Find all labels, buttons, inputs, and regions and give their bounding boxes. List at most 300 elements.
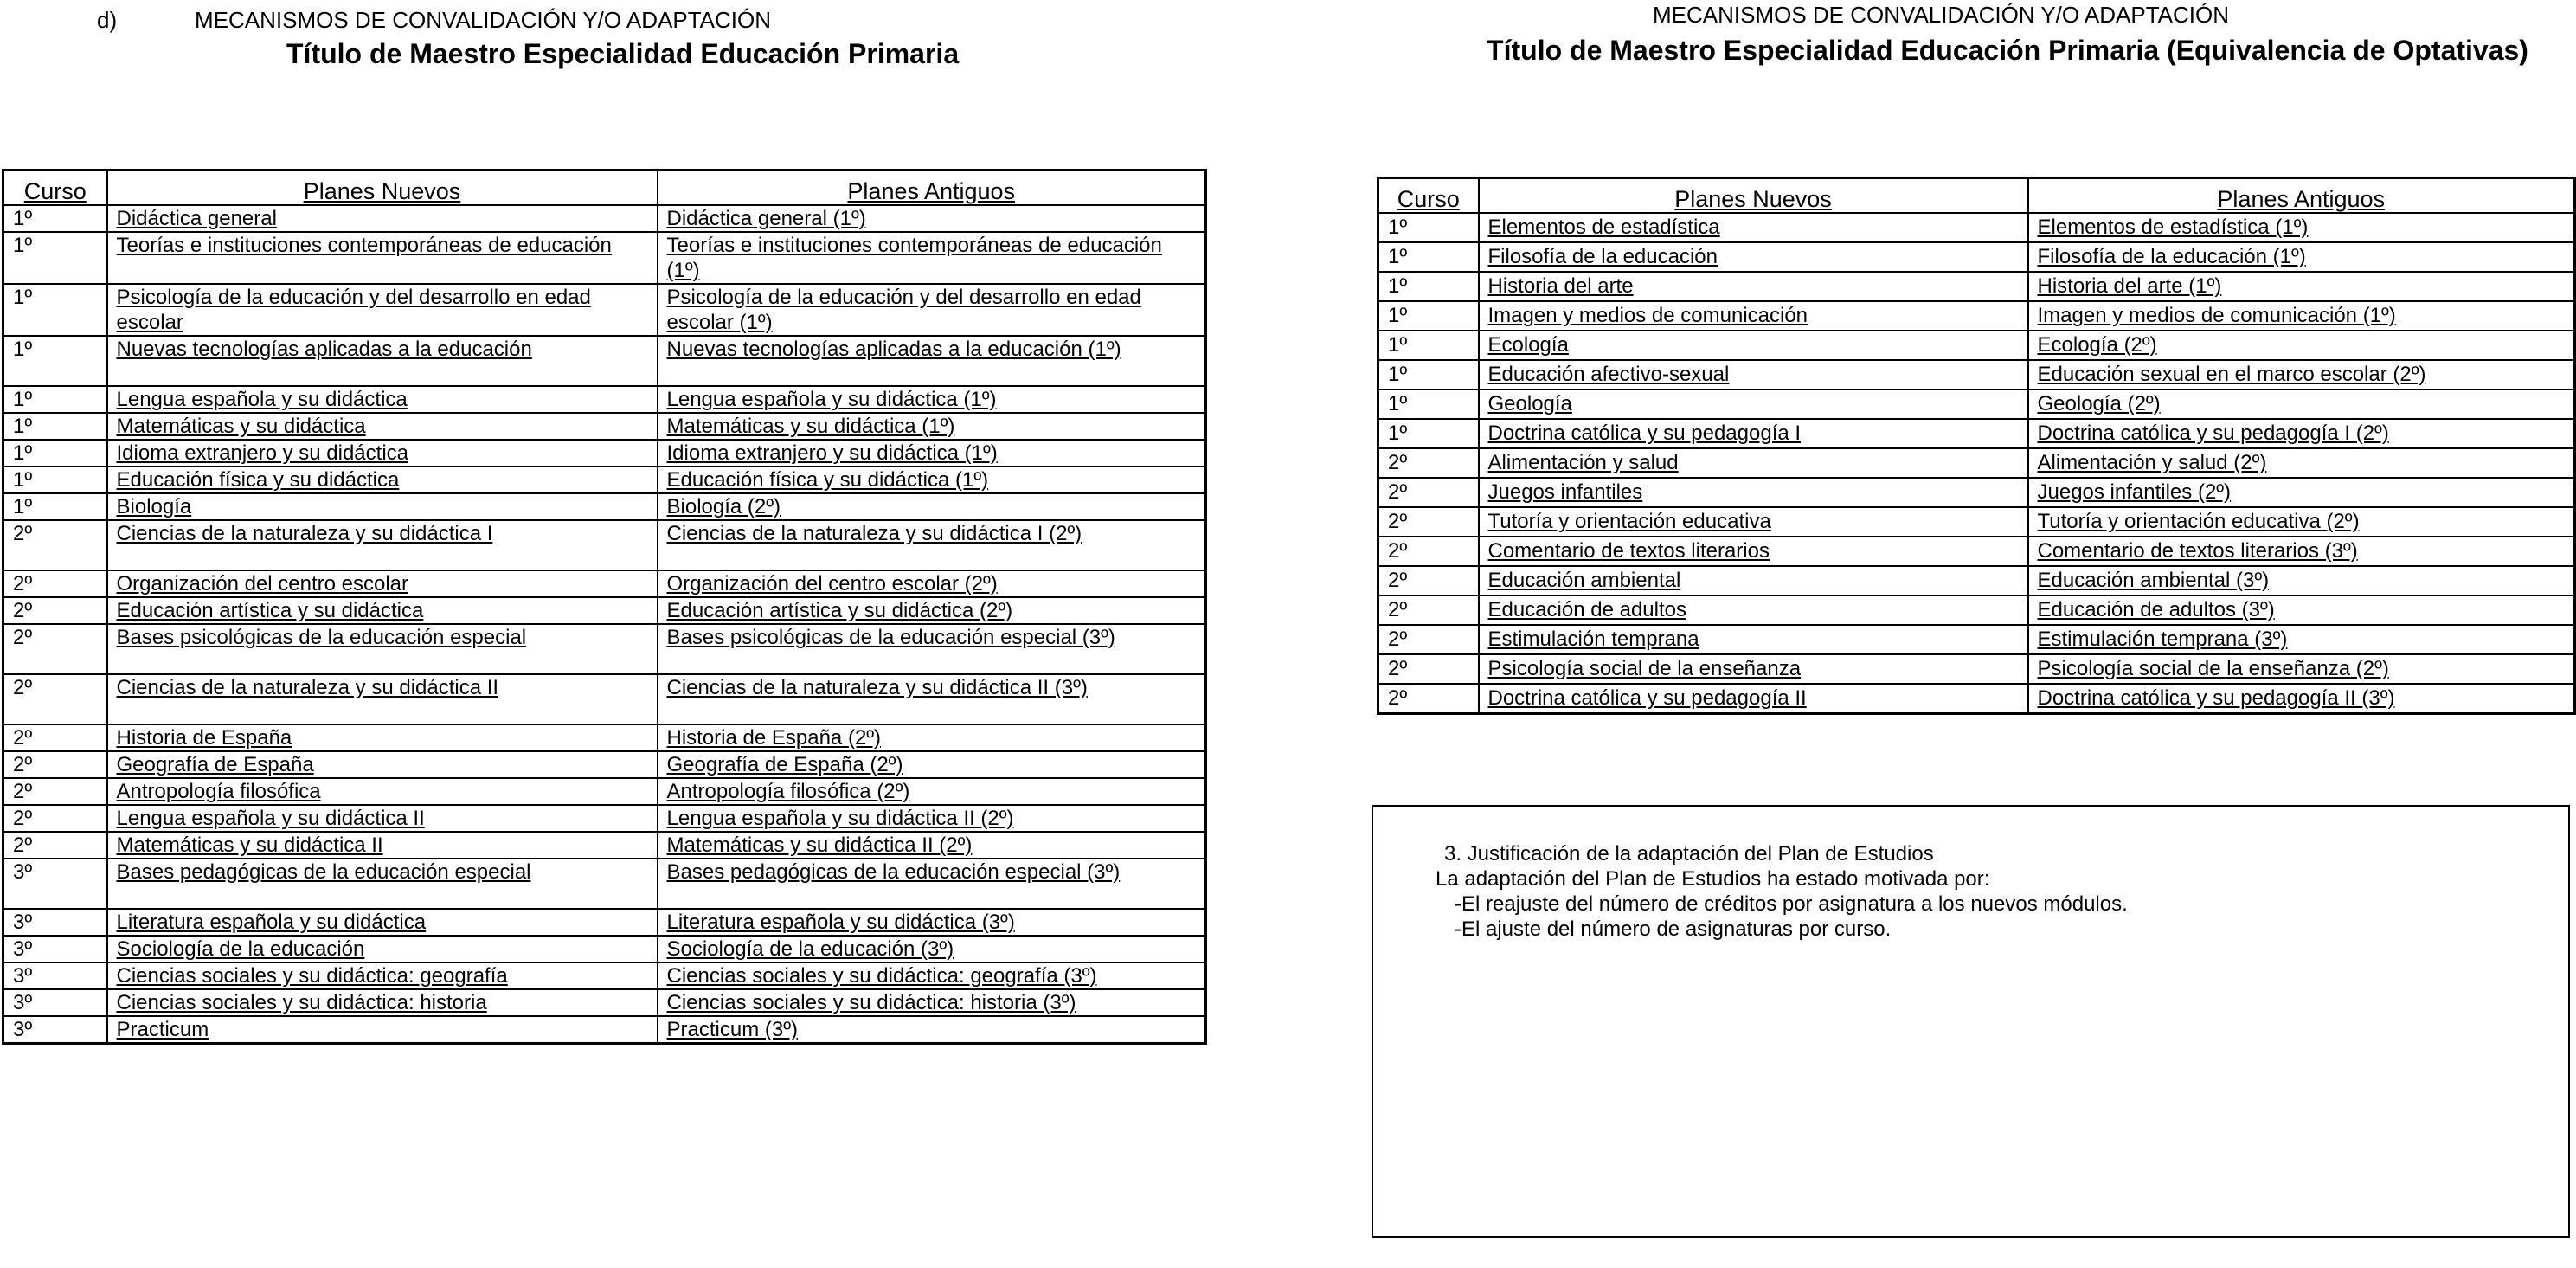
curso-cell [3, 413, 107, 440]
planes-antiguos-cell [2028, 684, 2575, 714]
table-row [3, 674, 1206, 724]
planes-nuevos-cell-text: Estimulación temprana [1487, 628, 1699, 651]
planes-antiguos-cell [658, 936, 1206, 962]
planes-antiguos-cell [658, 467, 1206, 493]
table-row [3, 832, 1206, 859]
curso-cell [3, 962, 107, 989]
table-row [3, 386, 1206, 413]
planes-antiguos-cell [2028, 507, 2575, 537]
planes-antiguos-cell [658, 440, 1206, 467]
curso-cell [3, 597, 107, 624]
curso-cell-text: 2º [13, 676, 33, 699]
planes-antiguos-cell [2028, 389, 2575, 419]
planes-antiguos-cell-text: Antropología filosófica (2º) [666, 780, 910, 803]
planes-nuevos-cell [107, 386, 658, 413]
curso-cell-text: 2º [13, 807, 33, 830]
planes-antiguos-cell-text: Lengua española y su didáctica II (2º) [666, 807, 1014, 830]
planes-nuevos-cell [1479, 684, 2028, 714]
curso-cell [3, 1016, 107, 1044]
planes-antiguos-cell-text: Geografía de España (2º) [666, 753, 903, 776]
planes-antiguos-cell [658, 205, 1206, 232]
curso-cell-text: 1º [13, 388, 33, 411]
planes-nuevos-cell-text: Educación artística y su didáctica [116, 599, 424, 622]
planes-nuevos-cell [107, 232, 658, 284]
right-title: Título de Maestro Especialidad Educación Primaria (Equivalencia de Optativas) [1487, 35, 2528, 66]
planes-nuevos-cell-text: Matemáticas y su didáctica II [116, 834, 383, 857]
table-row [3, 284, 1206, 336]
planes-nuevos-cell-text: Geología [1487, 392, 1572, 415]
curso-cell [3, 909, 107, 936]
table-header-row [3, 171, 1206, 206]
curso-cell-text: 1º [1388, 363, 1408, 386]
planes-nuevos-cell [1479, 448, 2028, 478]
planes-antiguos-cell-text: Ciencias sociales y su didáctica: geografía (3º) [666, 964, 1097, 988]
curso-cell-text: 3º [13, 911, 33, 934]
curso-cell-text: 1º [13, 234, 33, 257]
planes-antiguos-cell [658, 520, 1206, 570]
curso-cell-text: 2º [13, 753, 33, 776]
planes-nuevos-cell [1479, 301, 2028, 331]
planes-antiguos-cell-text: Juegos infantiles (2º) [2037, 480, 2232, 504]
left-equivalence-table [2, 169, 1207, 1045]
planes-nuevos-cell-text: Literatura española y su didáctica [116, 911, 427, 934]
table-row [1378, 537, 2575, 566]
planes-nuevos-cell [107, 284, 658, 336]
planes-antiguos-cell-text: Imagen y medios de comunicación (1º) [2037, 304, 2396, 327]
planes-nuevos-cell [1479, 272, 2028, 301]
right-optativas-table [1377, 177, 2576, 715]
planes-antiguos-cell [2028, 625, 2575, 654]
table-row [1378, 478, 2575, 507]
table-row [3, 859, 1206, 909]
table-row [1378, 331, 2575, 360]
curso-cell [3, 440, 107, 467]
planes-nuevos-cell [107, 962, 658, 989]
planes-antiguos-cell-text: Comentario de textos literarios (3º) [2037, 539, 2358, 563]
planes-nuevos-cell [1479, 478, 2028, 507]
table-row [3, 570, 1206, 597]
planes-nuevos-cell-text: Comentario de textos literarios [1487, 539, 1770, 563]
planes-nuevos-cell [1479, 213, 2028, 242]
curso-cell-text: 2º [1388, 480, 1408, 504]
curso-cell-text: 2º [1388, 510, 1408, 533]
curso-cell [1378, 537, 1479, 566]
header-curso: Curso [1378, 178, 1479, 214]
planes-antiguos-cell [2028, 537, 2575, 566]
table-row [1378, 419, 2575, 448]
planes-antiguos-cell [658, 859, 1206, 909]
planes-nuevos-cell-text: Didáctica general [116, 207, 277, 230]
justification-intro: La adaptación del Plan de Estudios ha estado motivada por: [1436, 867, 1990, 891]
curso-cell-text: 1º [1388, 392, 1408, 415]
justification-heading: 3. Justificación de la adaptación del Plan de Estudios [1444, 842, 1934, 866]
planes-antiguos-cell-text: Organización del centro escolar (2º) [666, 572, 998, 595]
curso-cell [1378, 448, 1479, 478]
planes-antiguos-cell-text: Ciencias de la naturaleza y su didáctica I (2º) [666, 522, 1082, 545]
curso-cell-text: 2º [13, 726, 33, 750]
curso-cell-text: 2º [13, 572, 33, 595]
curso-cell [3, 778, 107, 805]
planes-nuevos-cell-text: Practicum [116, 1018, 209, 1041]
table-row [3, 989, 1206, 1016]
table-row [3, 909, 1206, 936]
planes-antiguos-cell-text: Doctrina católica y su pedagogía II (3º) [2037, 686, 2395, 710]
table-row [1378, 654, 2575, 684]
curso-cell-text: 1º [1388, 304, 1408, 327]
table-row [3, 493, 1206, 520]
planes-nuevos-cell [1479, 537, 2028, 566]
planes-nuevos-cell-text: Lengua española y su didáctica II [116, 807, 425, 830]
planes-nuevos-cell [107, 336, 658, 386]
planes-antiguos-cell [658, 962, 1206, 989]
planes-nuevos-cell-text: Psicología de la educación y del desarrollo en edad escolar [116, 286, 591, 334]
curso-cell [1378, 419, 1479, 448]
planes-antiguos-cell [658, 805, 1206, 832]
curso-cell [1378, 654, 1479, 684]
planes-antiguos-cell-text: Practicum (3º) [666, 1018, 798, 1041]
curso-cell [1378, 684, 1479, 714]
planes-nuevos-cell [107, 205, 658, 232]
planes-nuevos-cell-text: Educación física y su didáctica [116, 468, 400, 492]
planes-antiguos-cell-text: Tutoría y orientación educativa (2º) [2037, 510, 2360, 533]
planes-antiguos-cell-text: Educación física y su didáctica (1º) [666, 468, 989, 492]
planes-antiguos-cell [658, 832, 1206, 859]
planes-antiguos-cell-text: Doctrina católica y su pedagogía I (2º) [2037, 422, 2389, 445]
table-row [1378, 684, 2575, 714]
curso-cell [1378, 301, 1479, 331]
planes-nuevos-cell-text: Bases pedagógicas de la educación especial [116, 860, 531, 884]
curso-cell-text: 2º [13, 780, 33, 803]
table-row [3, 232, 1206, 284]
curso-cell [3, 674, 107, 724]
planes-antiguos-cell [2028, 448, 2575, 478]
section-marker: d) [97, 7, 118, 33]
curso-cell-text: 1º [1388, 216, 1408, 239]
curso-cell [1378, 625, 1479, 654]
curso-cell [1378, 478, 1479, 507]
planes-antiguos-cell-text: Bases psicológicas de la educación especial (3º) [666, 626, 1115, 649]
planes-antiguos-cell [658, 284, 1206, 336]
planes-nuevos-cell [107, 751, 658, 778]
planes-antiguos-cell-text: Educación de adultos (3º) [2037, 598, 2275, 621]
planes-nuevos-cell-text: Alimentación y salud [1487, 451, 1679, 474]
table-row [1378, 389, 2575, 419]
table-row [1378, 360, 2575, 389]
planes-nuevos-cell-text: Elementos de estadística [1487, 216, 1720, 239]
planes-antiguos-cell-text: Literatura española y su didáctica (3º) [666, 911, 1015, 934]
planes-antiguos-cell-text: Nuevas tecnologías aplicadas a la educación (1º) [666, 338, 1121, 361]
justification-box [1372, 805, 2570, 1238]
curso-cell-text: 2º [1388, 539, 1408, 563]
planes-nuevos-cell [107, 493, 658, 520]
planes-antiguos-cell [2028, 360, 2575, 389]
planes-nuevos-cell [107, 413, 658, 440]
planes-nuevos-cell [107, 597, 658, 624]
planes-antiguos-cell-text: Ciencias sociales y su didáctica: historia (3º) [666, 991, 1076, 1014]
planes-nuevos-cell-text: Teorías e instituciones contemporáneas de educación [116, 234, 612, 257]
planes-antiguos-cell [658, 336, 1206, 386]
planes-antiguos-cell [658, 386, 1206, 413]
planes-nuevos-cell [1479, 507, 2028, 537]
curso-cell-text: 1º [13, 415, 33, 438]
planes-antiguos-cell [2028, 595, 2575, 625]
planes-antiguos-cell-text: Ciencias de la naturaleza y su didáctica II (3º) [666, 676, 1088, 699]
table-row [3, 205, 1206, 232]
table-row [1378, 507, 2575, 537]
planes-antiguos-cell-text: Educación ambiental (3º) [2037, 569, 2270, 592]
header-planes-antiguos: Planes Antiguos [2028, 178, 2575, 214]
table-row [3, 440, 1206, 467]
curso-cell [3, 205, 107, 232]
curso-cell-text: 3º [13, 860, 33, 884]
planes-antiguos-cell-text: Filosofía de la educación (1º) [2037, 245, 2306, 268]
curso-cell-text: 2º [13, 626, 33, 649]
planes-nuevos-cell [107, 1016, 658, 1044]
planes-nuevos-cell-text: Sociología de la educación [116, 937, 365, 961]
planes-nuevos-cell [1479, 566, 2028, 595]
planes-antiguos-cell-text: Idioma extranjero y su didáctica (1º) [666, 441, 998, 465]
planes-nuevos-cell-text: Nuevas tecnologías aplicadas a la educación [116, 338, 532, 361]
curso-cell-text: 3º [13, 964, 33, 988]
curso-cell [3, 467, 107, 493]
curso-cell-text: 2º [13, 834, 33, 857]
curso-cell-text: 2º [1388, 628, 1408, 651]
planes-antiguos-cell [658, 674, 1206, 724]
curso-cell-text: 1º [13, 286, 33, 309]
planes-antiguos-cell [2028, 419, 2575, 448]
planes-nuevos-cell-text: Historia de España [116, 726, 292, 750]
table-row [3, 962, 1206, 989]
table-row [1378, 301, 2575, 331]
planes-nuevos-cell-text: Educación ambiental [1487, 569, 1681, 592]
planes-antiguos-cell [658, 909, 1206, 936]
planes-antiguos-cell [658, 1016, 1206, 1044]
planes-nuevos-cell-text: Biología [116, 495, 192, 518]
curso-cell-text: 1º [1388, 333, 1408, 357]
planes-antiguos-cell-text: Geología (2º) [2037, 392, 2161, 415]
left-caption: MECANISMOS DE CONVALIDACIÓN Y/O ADAPTACIÓN [195, 7, 772, 33]
planes-nuevos-cell-text: Educación de adultos [1487, 598, 1686, 621]
planes-antiguos-cell-text: Historia del arte (1º) [2037, 274, 2222, 298]
table-row [1378, 566, 2575, 595]
planes-antiguos-cell-text: Estimulación temprana (3º) [2037, 628, 2288, 651]
table-row [1378, 213, 2575, 242]
curso-cell-text: 1º [13, 207, 33, 230]
planes-nuevos-cell [107, 859, 658, 909]
curso-cell [3, 232, 107, 284]
planes-nuevos-cell-text: Juegos infantiles [1487, 480, 1643, 504]
curso-cell-text: 2º [1388, 569, 1408, 592]
header-planes-nuevos: Planes Nuevos [107, 171, 658, 206]
planes-antiguos-cell-text: Didáctica general (1º) [666, 207, 866, 230]
planes-antiguos-cell [2028, 242, 2575, 272]
planes-antiguos-cell-text: Ecología (2º) [2037, 333, 2157, 357]
left-title: Título de Maestro Especialidad Educación Primaria [286, 38, 960, 69]
planes-antiguos-cell [658, 624, 1206, 674]
curso-cell [3, 832, 107, 859]
planes-antiguos-cell [658, 989, 1206, 1016]
planes-antiguos-cell-text: Educación artística y su didáctica (2º) [666, 599, 1013, 622]
planes-antiguos-cell [2028, 331, 2575, 360]
table-row [3, 1016, 1206, 1044]
planes-nuevos-cell-text: Bases psicológicas de la educación especial [116, 626, 527, 649]
planes-antiguos-cell [2028, 272, 2575, 301]
planes-antiguos-cell [2028, 566, 2575, 595]
curso-cell [3, 493, 107, 520]
planes-nuevos-cell-text: Doctrina católica y su pedagogía II [1487, 686, 1807, 710]
planes-antiguos-cell-text: Elementos de estadística (1º) [2037, 216, 2309, 239]
planes-antiguos-cell [658, 751, 1206, 778]
table-row [1378, 272, 2575, 301]
curso-cell [3, 936, 107, 962]
curso-cell [3, 570, 107, 597]
planes-nuevos-cell-text: Historia del arte [1487, 274, 1634, 298]
planes-nuevos-cell [107, 909, 658, 936]
planes-antiguos-cell-text: Sociología de la educación (3º) [666, 937, 954, 961]
planes-antiguos-cell [658, 724, 1206, 751]
planes-nuevos-cell-text: Lengua española y su didáctica [116, 388, 408, 411]
planes-nuevos-cell [107, 674, 658, 724]
planes-nuevos-cell [1479, 654, 2028, 684]
curso-cell [1378, 595, 1479, 625]
header-planes-nuevos: Planes Nuevos [1479, 178, 2028, 214]
curso-cell [3, 751, 107, 778]
planes-nuevos-cell [1479, 419, 2028, 448]
planes-nuevos-cell-text: Imagen y medios de comunicación [1487, 304, 1808, 327]
planes-nuevos-cell [107, 936, 658, 962]
curso-cell-text: 2º [1388, 598, 1408, 621]
planes-nuevos-cell-text: Antropología filosófica [116, 780, 321, 803]
planes-nuevos-cell [1479, 331, 2028, 360]
planes-antiguos-cell-text: Teorías e instituciones contemporáneas de educación (1º) [666, 234, 1162, 282]
planes-nuevos-cell-text: Matemáticas y su didáctica [116, 415, 366, 438]
curso-cell [1378, 360, 1479, 389]
curso-cell [1378, 272, 1479, 301]
curso-cell [1378, 331, 1479, 360]
curso-cell-text: 2º [13, 522, 33, 545]
right-caption: MECANISMOS DE CONVALIDACIÓN Y/O ADAPTACIÓN [1653, 2, 2230, 28]
curso-cell [3, 386, 107, 413]
curso-cell-text: 1º [1388, 274, 1408, 298]
header-curso: Curso [3, 171, 107, 206]
planes-nuevos-cell-text: Filosofía de la educación [1487, 245, 1718, 268]
planes-antiguos-cell [2028, 654, 2575, 684]
planes-antiguos-cell-text: Biología (2º) [666, 495, 781, 518]
planes-nuevos-cell [107, 832, 658, 859]
table-row [3, 751, 1206, 778]
curso-cell-text: 2º [1388, 657, 1408, 680]
table-row [3, 624, 1206, 674]
planes-nuevos-cell-text: Idioma extranjero y su didáctica [116, 441, 408, 465]
curso-cell [3, 989, 107, 1016]
curso-cell [3, 336, 107, 386]
curso-cell [3, 284, 107, 336]
planes-antiguos-cell-text: Psicología social de la enseñanza (2º) [2037, 657, 2389, 680]
planes-antiguos-cell [658, 232, 1206, 284]
curso-cell-text: 1º [1388, 245, 1408, 268]
curso-cell-text: 1º [13, 468, 33, 492]
curso-cell-text: 1º [13, 495, 33, 518]
planes-antiguos-cell-text: Psicología de la educación y del desarrollo en edad escolar (1º) [666, 286, 1141, 334]
planes-nuevos-cell [1479, 360, 2028, 389]
table-row [3, 597, 1206, 624]
curso-cell [3, 624, 107, 674]
planes-nuevos-cell [107, 778, 658, 805]
curso-cell [3, 805, 107, 832]
planes-nuevos-cell [107, 440, 658, 467]
planes-antiguos-cell [2028, 478, 2575, 507]
curso-cell-text: 1º [13, 338, 33, 361]
planes-antiguos-cell [658, 493, 1206, 520]
curso-cell [3, 724, 107, 751]
curso-cell-text: 2º [1388, 451, 1408, 474]
planes-antiguos-cell-text: Lengua española y su didáctica (1º) [666, 388, 997, 411]
planes-antiguos-cell [658, 570, 1206, 597]
table-row [3, 778, 1206, 805]
table-row [1378, 595, 2575, 625]
table-row [3, 936, 1206, 962]
curso-cell [1378, 566, 1479, 595]
planes-nuevos-cell [1479, 389, 2028, 419]
planes-nuevos-cell-text: Ciencias sociales y su didáctica: geografía [116, 964, 508, 988]
planes-nuevos-cell [107, 624, 658, 674]
table-row [3, 336, 1206, 386]
curso-cell [1378, 213, 1479, 242]
table-row [1378, 625, 2575, 654]
curso-cell [3, 859, 107, 909]
curso-cell-text: 1º [13, 441, 33, 465]
justification-bullet: -El ajuste del número de asignaturas por curso. [1455, 917, 1892, 941]
curso-cell [1378, 507, 1479, 537]
table-row [3, 724, 1206, 751]
planes-antiguos-cell-text: Matemáticas y su didáctica (1º) [666, 415, 955, 438]
planes-nuevos-cell-text: Ciencias de la naturaleza y su didáctica I [116, 522, 493, 545]
planes-antiguos-cell-text: Matemáticas y su didáctica II (2º) [666, 834, 973, 857]
planes-antiguos-cell-text: Bases pedagógicas de la educación especial (3º) [666, 860, 1121, 884]
planes-antiguos-cell-text: Historia de España (2º) [666, 726, 882, 750]
table-row [3, 805, 1206, 832]
planes-nuevos-cell [107, 520, 658, 570]
table-row [3, 467, 1206, 493]
planes-nuevos-cell-text: Organización del centro escolar [116, 572, 409, 595]
curso-cell-text: 2º [13, 599, 33, 622]
header-planes-antiguos: Planes Antiguos [658, 171, 1206, 206]
planes-antiguos-cell [658, 413, 1206, 440]
curso-cell-text: 3º [13, 937, 33, 961]
planes-antiguos-cell [2028, 213, 2575, 242]
curso-cell-text: 2º [1388, 686, 1408, 710]
planes-nuevos-cell-text: Tutoría y orientación educativa [1487, 510, 1771, 533]
planes-nuevos-cell [107, 805, 658, 832]
planes-nuevos-cell-text: Geografía de España [116, 753, 314, 776]
table-row [1378, 242, 2575, 272]
curso-cell-text: 1º [1388, 422, 1408, 445]
table-row [3, 520, 1206, 570]
planes-nuevos-cell-text: Educación afectivo-sexual [1487, 363, 1730, 386]
curso-cell [3, 520, 107, 570]
curso-cell-text: 3º [13, 991, 33, 1014]
planes-antiguos-cell-text: Alimentación y salud (2º) [2037, 451, 2267, 474]
planes-nuevos-cell [1479, 242, 2028, 272]
planes-nuevos-cell [107, 989, 658, 1016]
planes-nuevos-cell [107, 570, 658, 597]
planes-antiguos-cell [658, 778, 1206, 805]
planes-antiguos-cell [2028, 301, 2575, 331]
table-row [3, 413, 1206, 440]
table-row [1378, 448, 2575, 478]
table-header-row [1378, 178, 2575, 214]
planes-nuevos-cell-text: Ciencias sociales y su didáctica: historia [116, 991, 487, 1014]
